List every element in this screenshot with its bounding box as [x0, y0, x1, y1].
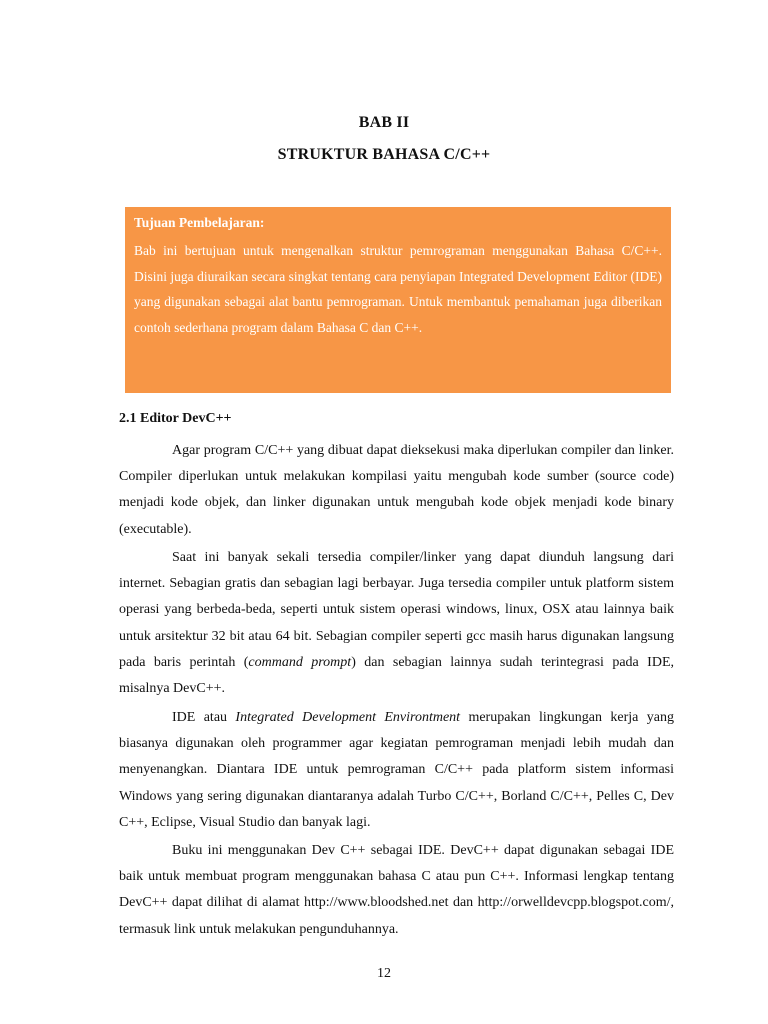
page-number: 12 [377, 966, 391, 981]
paragraph-ide-definition [119, 705, 674, 836]
chapter-title: STRUKTUR BAHASA C/C++ [277, 146, 491, 163]
section-heading: 2.1 Editor DevC++ [119, 411, 232, 426]
paragraph-text: merupakan lingkungan kerja yang biasanya digunakan oleh programmer agar kegiatan pemrograman menjadi lebih mudah dan menyenangkan. Diantara IDE untuk pemrograman C/C++ pada platform sistem informasi Windows yang sering digunakan diantaranya adalah Turbo C/C++, Borland C/C++, Pelles C, Dev C++, Eclipse, Visual Studio dan banyak lagi. [119, 710, 674, 830]
italic-term: command prompt [248, 654, 352, 670]
learning-objective-box [125, 207, 671, 393]
paragraph-text: ) dan sebagian lainnya sudah terintegrasi pada IDE, misalnya DevC++. [119, 654, 674, 697]
paragraph-available-compilers [119, 545, 674, 702]
paragraph-devcpp-info: Buku ini menggunakan Dev C++ sebagai IDE. DevC++ dapat digunakan sebagai IDE baik untuk membuat program menggunakan bahasa C atau pun C++. Informasi lengkap tentang DevC++ dapat dilihat di alamat http://www.bloodshed.net dan http://orwelldevcpp.blogspot.com/, termasuk link untuk melakukan pengunduhannya. [119, 843, 674, 937]
italic-term: Integrated Development Environtment [235, 710, 461, 725]
paragraph-text: IDE atau [172, 710, 236, 725]
paragraph-text: Saat ini banyak sekali tersedia compiler/linker yang dapat diunduh langsung dari internet. Sebagian gratis dan sebagian lagi berbayar. Juga tersedia compiler untuk platform sistem operasi yang berbeda-beda, seperti untuk sistem operasi windows, linux, OSX atau lainnya baik untuk arsitektur 32 bit atau 64 bit. Sebagian compiler seperti gcc masih harus digunakan langsung pada baris perintah ( [119, 550, 674, 670]
chapter-label: BAB II [358, 114, 410, 131]
learning-objective-text: Bab ini bertujuan untuk mengenalkan struktur pemrograman menggunakan Bahasa C/C++. Disini juga diuraikan secara singkat tentang cara penyiapan Integrated Development Editor (IDE) yang digunakan sebagai alat bantu pemrograman. Untuk membantuk pemahaman juga diberikan contoh sederhana program dalam Bahasa C dan C++. [134, 243, 662, 335]
learning-objective-heading: Tujuan Pembelajaran: [134, 215, 265, 230]
paragraph-compiler-linker: Agar program C/C++ yang dibuat dapat dieksekusi maka diperlukan compiler dan linker. Compiler diperlukan untuk melakukan kompilasi yaitu mengubah kode sumber (source code) menjadi kode objek, dan linker digunakan untuk mengubah kode objek menjadi kode binary (executable). [119, 443, 674, 537]
